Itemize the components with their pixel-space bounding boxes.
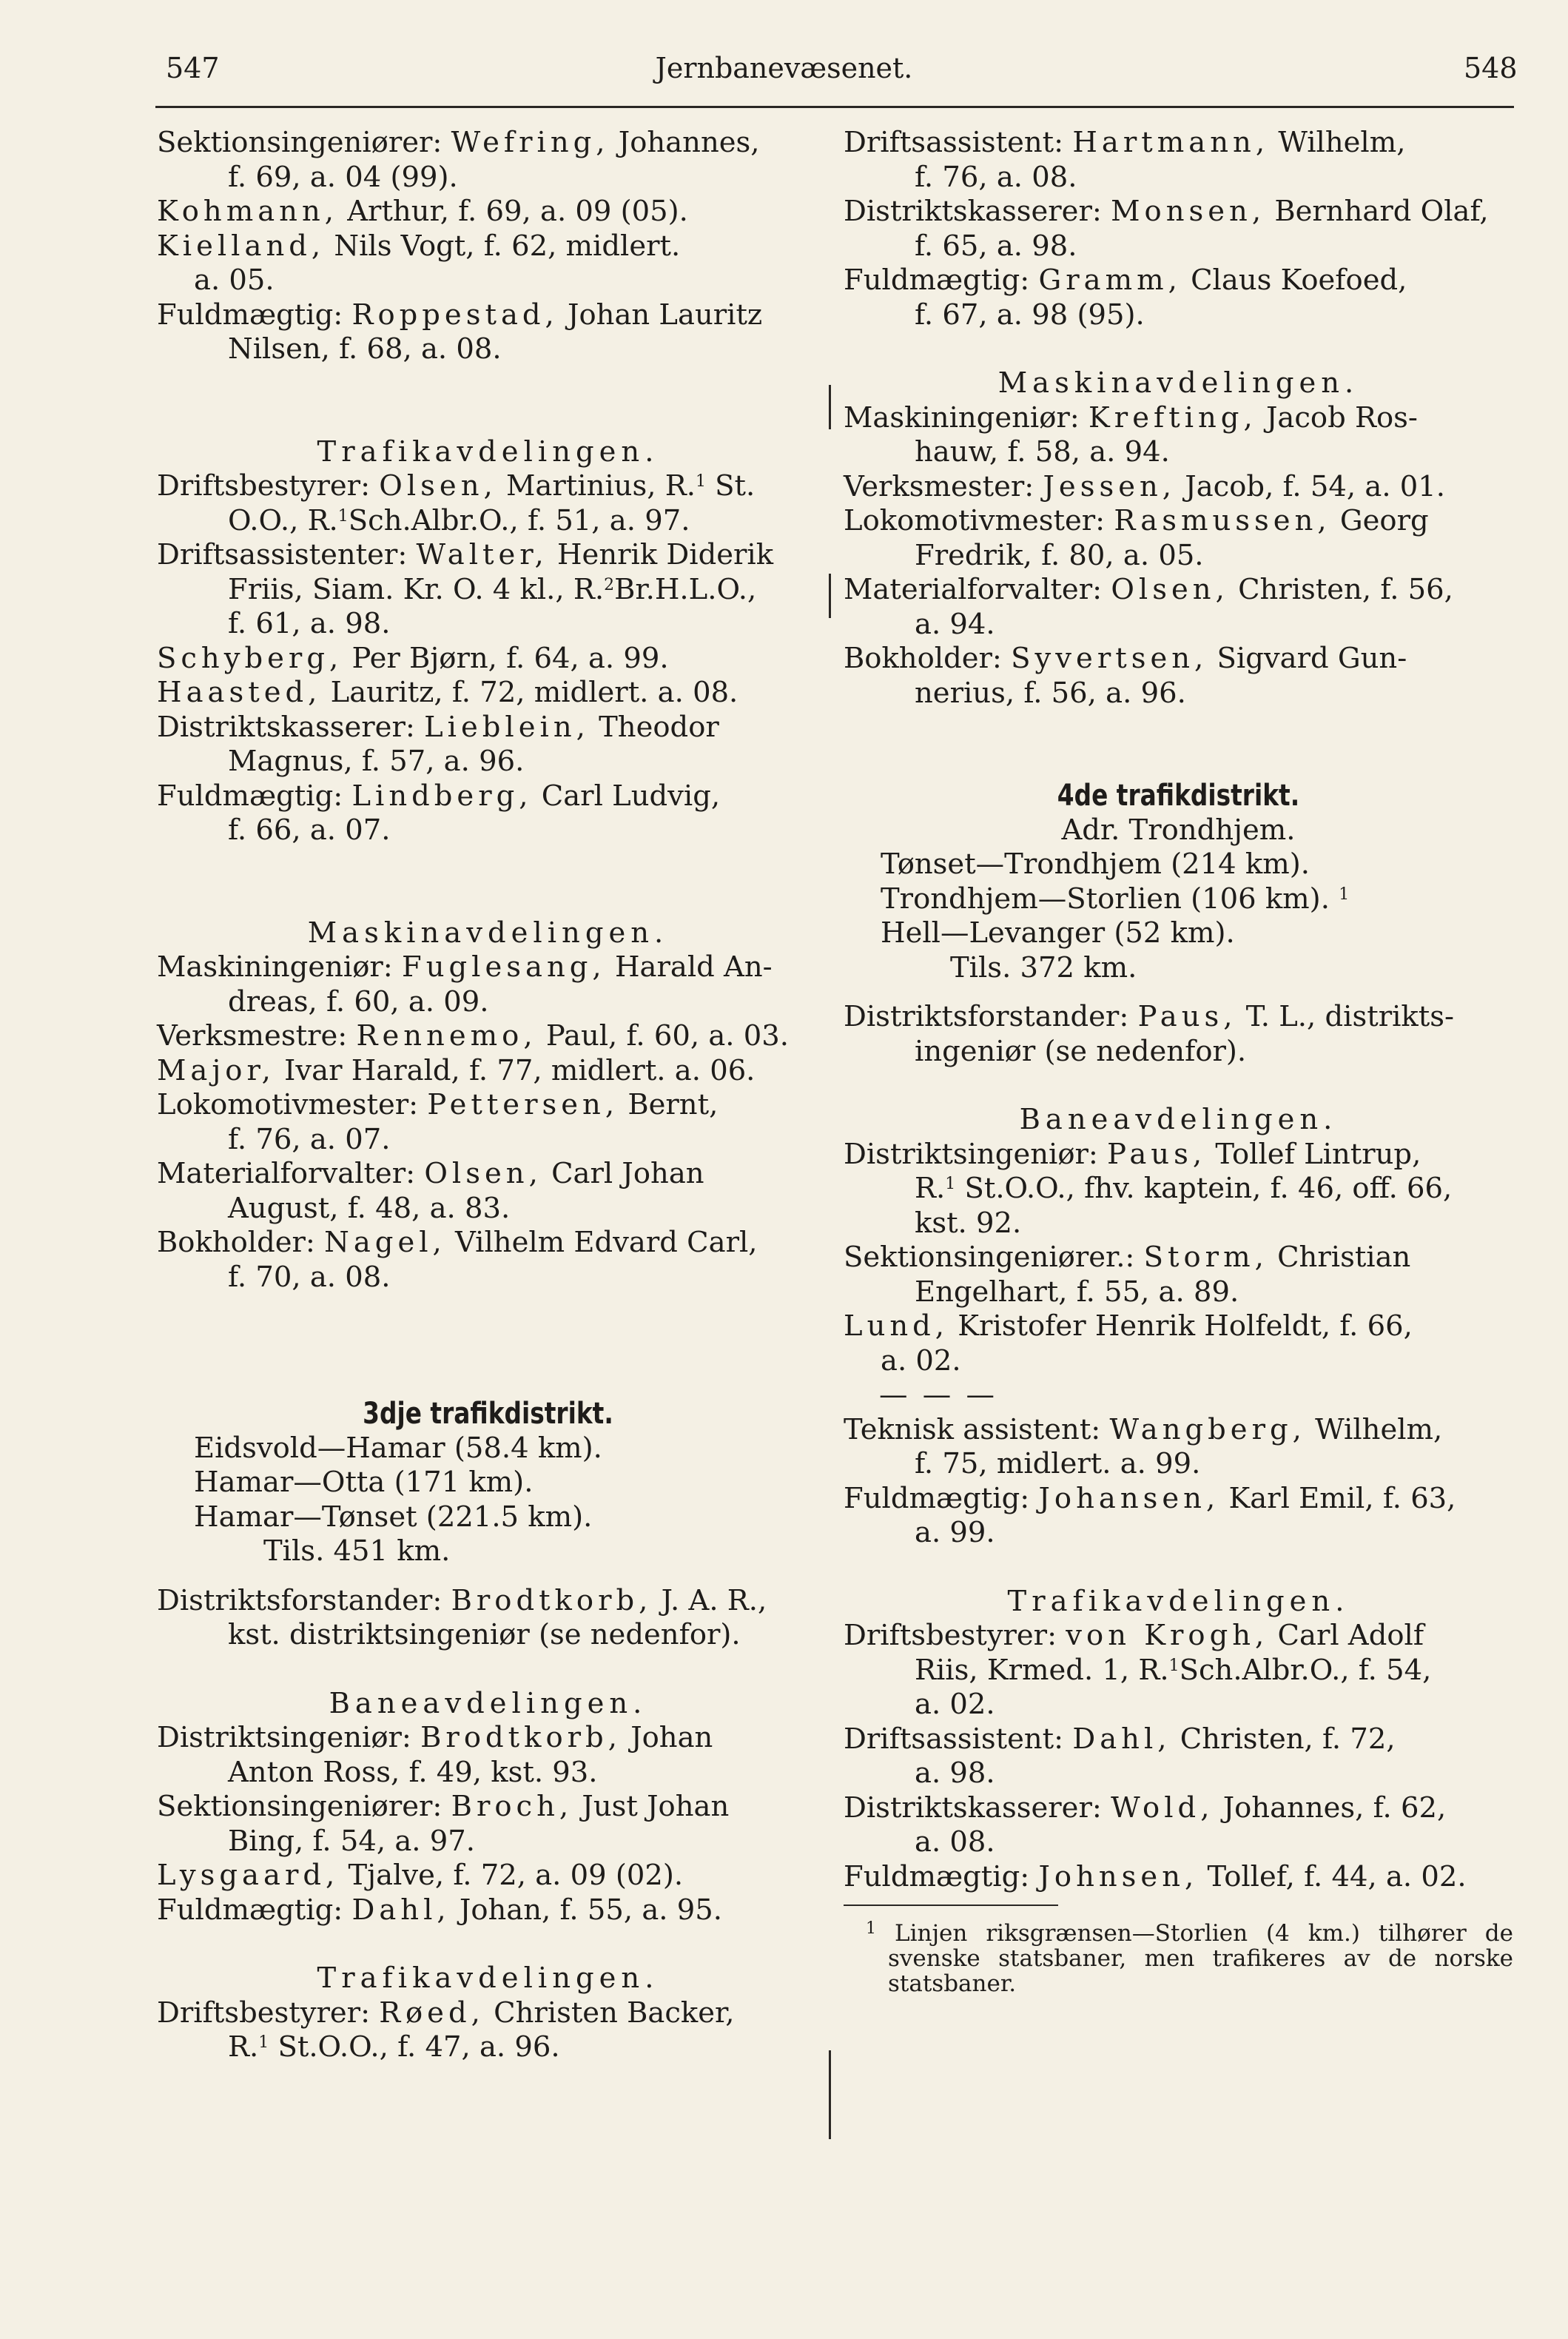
running-title: Jernbanevæsenet. xyxy=(655,52,913,84)
entry: Sektionsingeniører: Broch, Just Johan Bing, f. 54, a. 97. xyxy=(157,1790,730,1858)
entry: Distriktsforstander: Paus, T. L., distrikts- ingeniør (se nedenfor). xyxy=(844,1000,1454,1068)
entry: Bokholder: Nagel, Vilhelm Edvard Carl, f. 70, a. 08. xyxy=(157,1226,758,1294)
entry: Lysgaard, Tjalve, f. 72, a. 09 (02). xyxy=(157,1859,684,1892)
section-heading: Maskinavdelingen. xyxy=(307,916,669,950)
route-total: Tils. 372 km. xyxy=(950,950,1137,984)
page-number-right: 548 xyxy=(1464,52,1518,84)
entry: Fuldmægtig: Johnsen, Tollef, f. 44, a. 02. xyxy=(844,1859,1467,1893)
entry: Driftsassistenter: Walter, Henrik Diderik Friis, Siam. Kr. O. 4 kl., R.$^2$Br.H.L.O., f. 61, a. 98. xyxy=(157,538,774,640)
entry: Distriktskasserer: Wold, Johannes, f. 62, a. 08. xyxy=(844,1791,1447,1859)
column-divider-middle xyxy=(829,574,831,618)
entry: Maskiningeniør: Krefting, Jacob Ros- hauw, f. 58, a. 94. xyxy=(844,400,1418,469)
entry: Driftsbestyrer: von Krogh, Carl Adolf Riis, Krmed. 1, R.$^1$Sch.Albr.O., f. 54, a. 02. xyxy=(844,1619,1432,1721)
section-heading: Trafikavdelingen. xyxy=(317,434,659,469)
entry: Teknisk assistent: Wangberg, Wilhelm, f. 75, midlert. a. 99. xyxy=(844,1412,1443,1480)
entry: Sektionsingeniører.: Storm, Christian Engelhart, f. 55, a. 89. xyxy=(844,1241,1411,1309)
header-rule xyxy=(155,106,1514,108)
entry: Fuldmægtig: Johansen, Karl Emil, f. 63, a. 99. xyxy=(844,1481,1456,1549)
entry: Fuldmægtig: Lindberg, Carl Ludvig, f. 66, a. 07. xyxy=(157,779,721,847)
section-heading: Maskinavdelingen. xyxy=(997,366,1359,400)
entry: Kohmann, Arthur, f. 69, a. 09 (05). xyxy=(157,195,688,228)
entry: Distriktsingeniør: Brodtkorb, Johan Anton Ross, f. 49, kst. 93. xyxy=(157,1721,713,1789)
entry: Sektionsingeniører: Wefring, Johannes, f. 69, a. 04 (99). xyxy=(157,126,760,194)
footnote: $^1$ Linjen riksgrænsen—Storlien (4 km.) tilhører de svenske statsbaner, men trafikeres av de norske statsbaner. xyxy=(866,1919,1513,1997)
section-heading: Trafikavdelingen. xyxy=(317,1962,659,1995)
entry: Distriktsforstander: Brodtkorb, J. A. R., kst. distriktsingeniør (se nedenfor). xyxy=(157,1583,767,1651)
entry: Maskiningeniør: Fuglesang, Harald An- dreas, f. 60, a. 09. xyxy=(157,950,773,1019)
footnote-rule xyxy=(844,1905,1058,1906)
entry: Verksmestre: Rennemo, Paul, f. 60, a. 03. xyxy=(157,1019,790,1053)
route-line: Tønset—Trondhjem (214 km). xyxy=(881,848,1310,881)
district-heading: 4de trafikdistrikt. xyxy=(1057,779,1300,813)
page-header xyxy=(0,52,1568,96)
section-heading: Trafikavdelingen. xyxy=(1007,1584,1350,1618)
entry: Driftsbestyrer: Olsen, Martinius, R.$^1$ St. O.O., R.$^1$Sch.Albr.O., f. 51, a. 97. xyxy=(157,469,756,537)
entry: Materialforvalter: Olsen, Christen, f. 56, a. 94. xyxy=(844,573,1453,641)
entry: Verksmester: Jessen, Jacob, f. 54, a. 01. xyxy=(844,469,1446,503)
route-line: Hamar—Otta (171 km). xyxy=(194,1466,534,1499)
entry: Materialforvalter: Olsen, Carl Johan August, f. 48, a. 83. xyxy=(157,1157,704,1225)
separator-dashes: — — — xyxy=(879,1378,997,1412)
route-total: Tils. 451 km. xyxy=(263,1534,451,1568)
column-divider-top xyxy=(829,385,831,429)
entry: Kielland, Nils Vogt, f. 62, midlert. a. 05. xyxy=(157,229,681,297)
section-heading: Baneavdelingen. xyxy=(329,1686,647,1720)
entry: Distriktskasserer: Monsen, Bernhard Olaf, f. 65, a. 98. xyxy=(844,195,1489,263)
district-heading: 3dje trafikdistrikt. xyxy=(363,1397,613,1431)
page-number-left: 547 xyxy=(166,52,220,84)
entry: Driftsassistent: Hartmann, Wilhelm, f. 76, a. 08. xyxy=(844,126,1406,194)
entry: Driftsbestyrer: Røed, Christen Backer, R.$^1$ St.O.O., f. 47, a. 96. xyxy=(157,1996,735,2064)
entry: Lokomotivmester: Rasmussen, Georg Fredrik, f. 80, a. 05. xyxy=(844,504,1429,572)
column-divider-bottom xyxy=(829,2050,831,2139)
entry: Driftsassistent: Dahl, Christen, f. 72, a. 98. xyxy=(844,1722,1396,1790)
entry: Bokholder: Syvertsen, Sigvard Gun- nerius, f. 56, a. 96. xyxy=(844,642,1407,710)
route-line: Hamar—Tønset (221.5 km). xyxy=(194,1500,593,1534)
entry: Distriktsingeniør: Paus, Tollef Lintrup, R.$^1$ St.O.O., fhv. kaptein, f. 46, off. 66, kst. 92. xyxy=(844,1137,1453,1240)
left-column xyxy=(157,126,819,2065)
section-heading: Baneavdelingen. xyxy=(1019,1103,1338,1136)
route-line: Hell—Levanger (52 km). xyxy=(881,916,1235,950)
route-line: Trondhjem—Storlien (106 km). $^1$ xyxy=(881,882,1350,916)
entry: Distriktskasserer: Lieblein, Theodor Magnus, f. 57, a. 96. xyxy=(157,710,719,778)
entry: Fuldmægtig: Roppestad, Johan Lauritz Nilsen, f. 68, a. 08. xyxy=(157,298,763,366)
route-line: Eidsvold—Hamar (58.4 km). xyxy=(194,1431,602,1465)
entry: Haasted, Lauritz, f. 72, midlert. a. 08. xyxy=(157,676,738,709)
entry: Fuldmægtig: Gramm, Claus Koefoed, f. 67, a. 98 (95). xyxy=(844,264,1407,332)
entry: Fuldmægtig: Dahl, Johan, f. 55, a. 95. xyxy=(157,1893,723,1927)
entry: Lokomotivmester: Pettersen, Bernt, f. 76, a. 07. xyxy=(157,1088,719,1156)
entry: Lund, Kristofer Henrik Holfeldt, f. 66, a. 02. xyxy=(844,1309,1413,1377)
entry: Major, Ivar Harald, f. 77, midlert. a. 06. xyxy=(157,1053,756,1087)
district-address: Adr. Trondhjem. xyxy=(1061,813,1296,847)
right-column xyxy=(844,126,1513,1996)
entry: Schyberg, Per Bjørn, f. 64, a. 99. xyxy=(157,641,669,675)
